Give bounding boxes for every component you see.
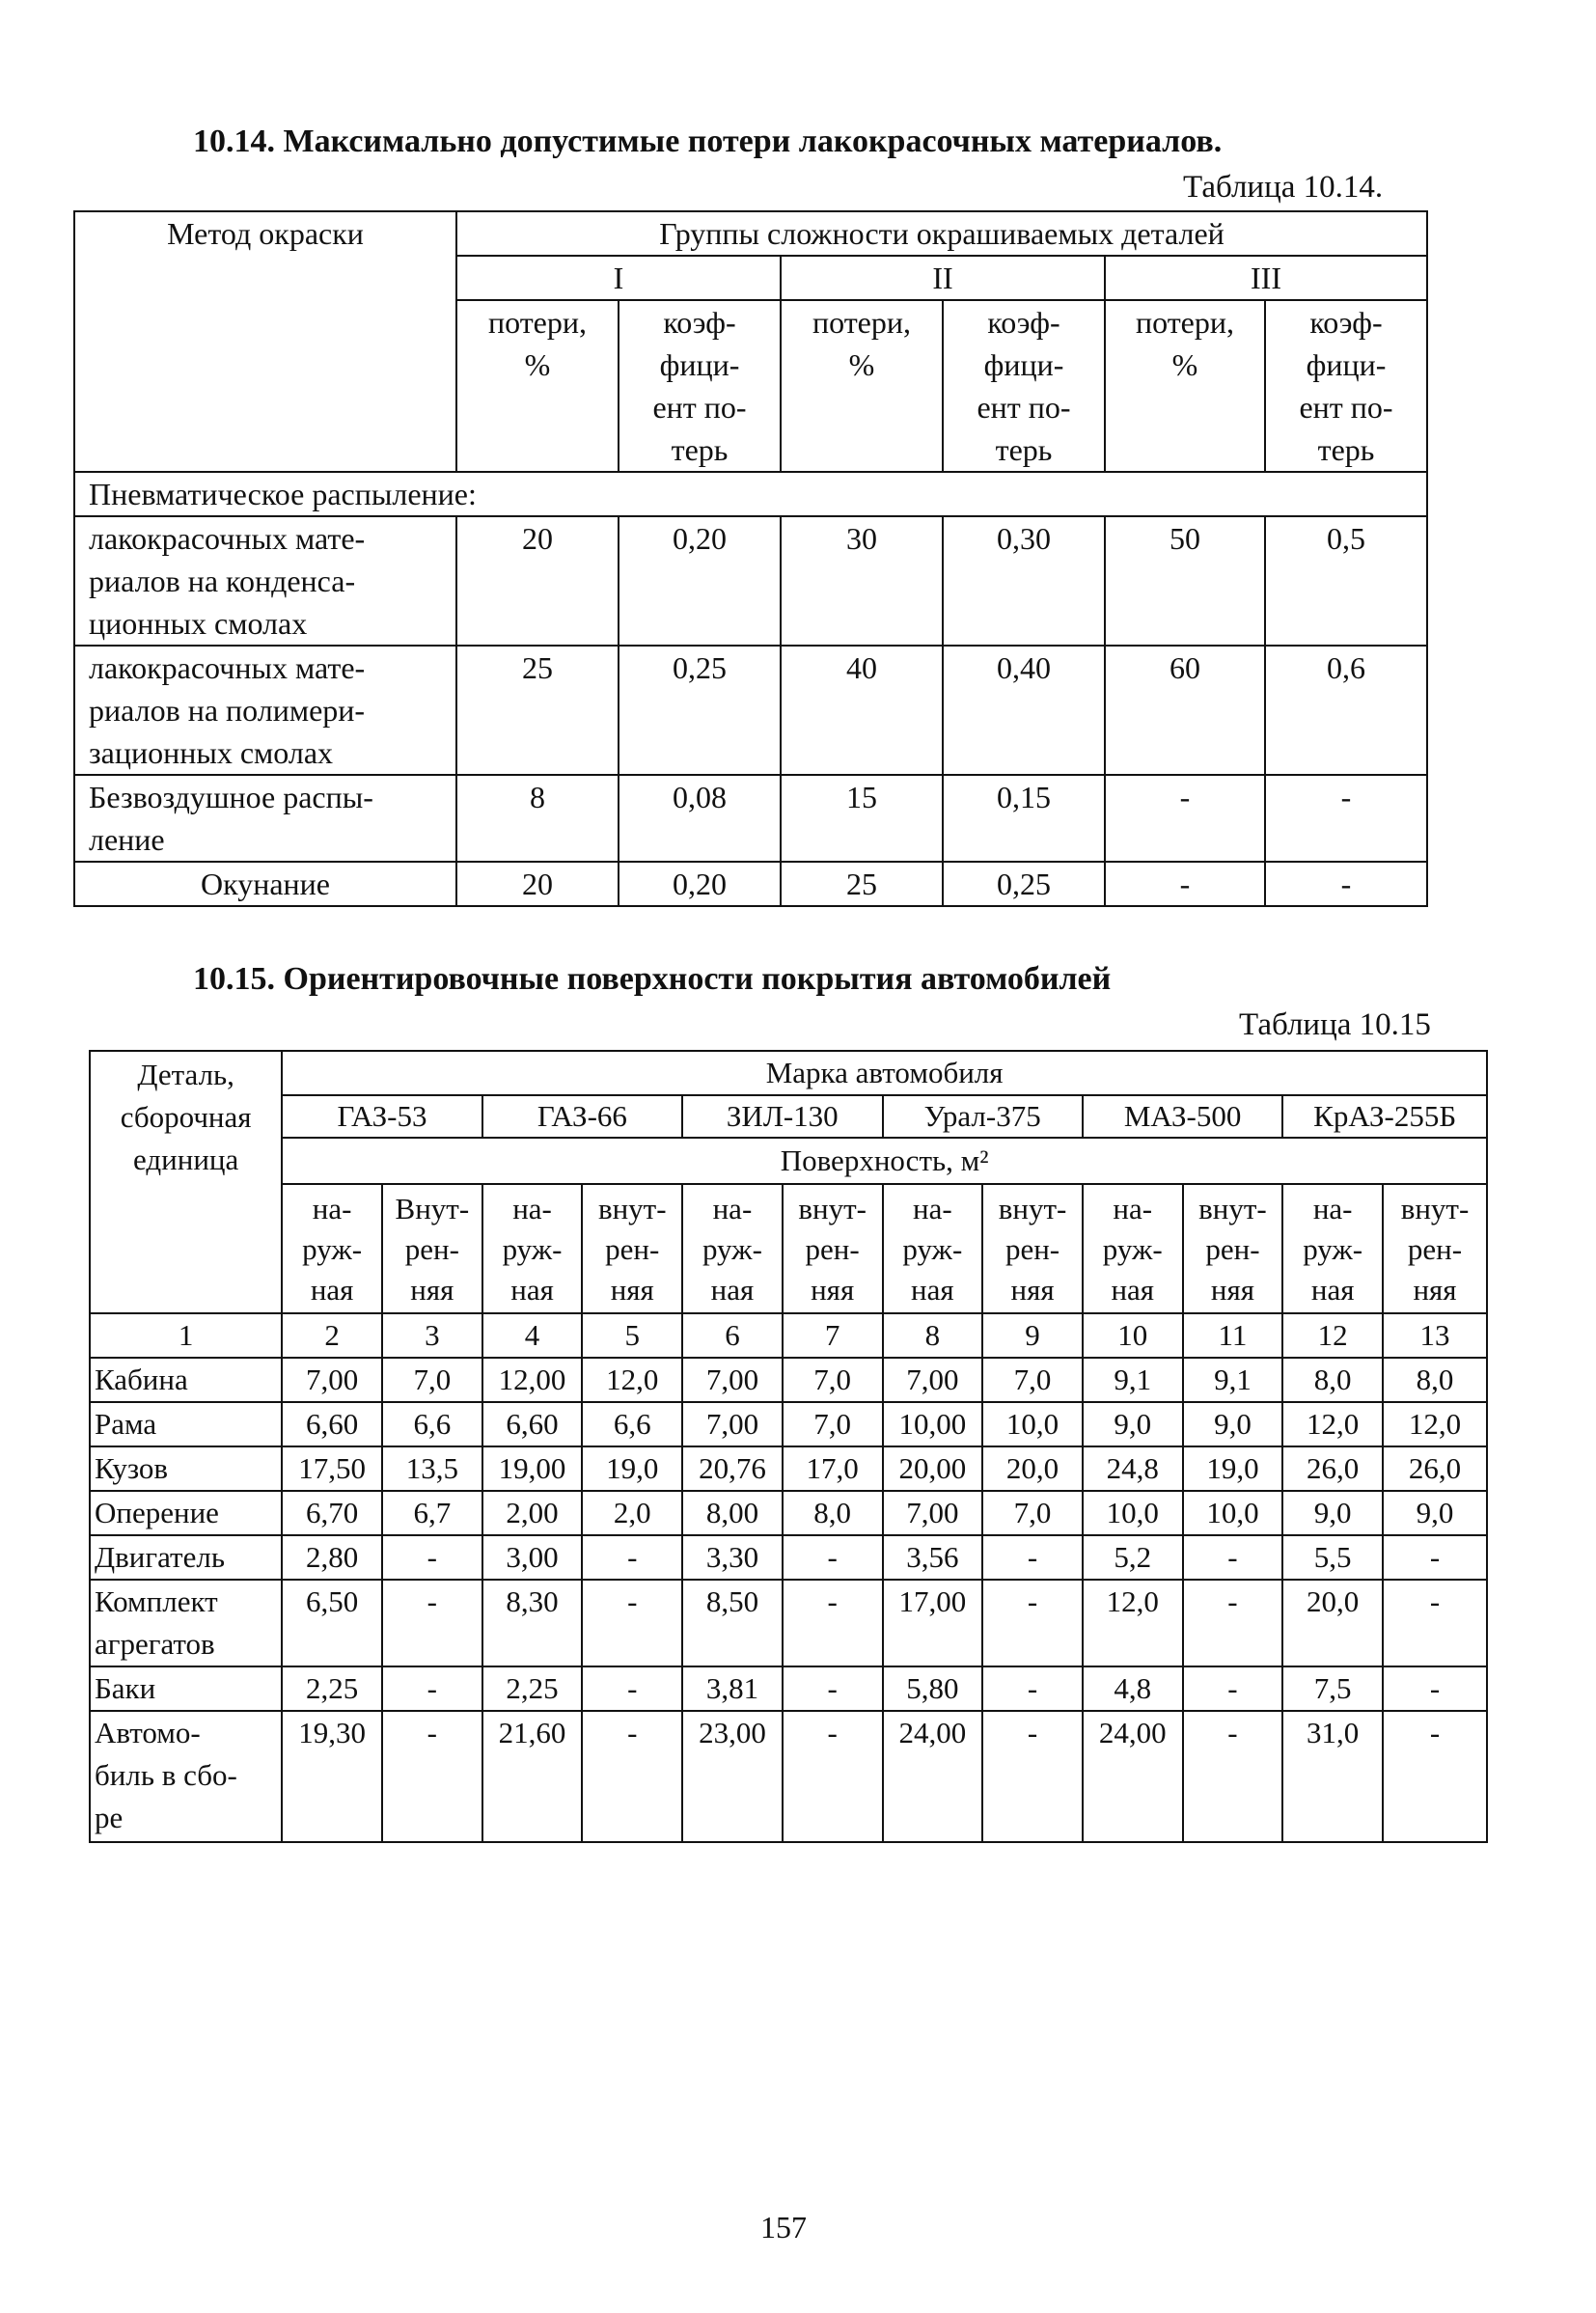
table-cell: - (1383, 1711, 1487, 1842)
row-label: Двигатель (90, 1535, 282, 1580)
table-cell: 26,0 (1282, 1446, 1383, 1491)
paint-loss-table (73, 210, 1428, 907)
group-header: II (781, 256, 1105, 300)
row-label: Оперение (90, 1491, 282, 1535)
table-cell: - (582, 1535, 682, 1580)
table-cell: - (783, 1580, 883, 1666)
column-number: 1 (90, 1313, 282, 1358)
row-label: Рама (90, 1402, 282, 1446)
group-header: I (456, 256, 781, 300)
inner-header: внут- рен- няя (1383, 1184, 1487, 1313)
table-cell: 17,0 (783, 1446, 883, 1491)
table-10-14-heading: 10.14. Максимально допустимые потери лакокрасочных материалов. (193, 124, 1223, 159)
column-number: 3 (382, 1313, 482, 1358)
detail-header: Деталь, сборочная единица (90, 1051, 282, 1313)
table-cell: - (382, 1580, 482, 1666)
table-cell: 4,8 (1083, 1666, 1183, 1711)
table-cell: 7,00 (883, 1491, 983, 1535)
table-cell: 7,0 (382, 1358, 482, 1402)
column-number: 8 (883, 1313, 983, 1358)
table-cell: - (982, 1711, 1083, 1842)
table-cell: 5,80 (883, 1666, 983, 1711)
table-cell: 26,0 (1383, 1446, 1487, 1491)
table-cell: 7,00 (682, 1358, 783, 1402)
group-header: III (1105, 256, 1427, 300)
table-cell: 7,00 (282, 1358, 382, 1402)
brand-header: Марка автомобиля (282, 1051, 1487, 1095)
table-cell: 3,56 (883, 1535, 983, 1580)
table-cell: - (1265, 862, 1427, 906)
table-cell: 8,0 (783, 1491, 883, 1535)
table-cell: 19,30 (282, 1711, 382, 1842)
table-cell: 19,0 (1183, 1446, 1283, 1491)
table-cell: 2,00 (482, 1491, 583, 1535)
table-cell: 31,0 (1282, 1711, 1383, 1842)
table-cell: 20,0 (1282, 1580, 1383, 1666)
table-cell: 6,6 (382, 1402, 482, 1446)
table-cell: 60 (1105, 646, 1265, 775)
table-cell: - (982, 1580, 1083, 1666)
table-cell: 9,0 (1183, 1402, 1283, 1446)
surface-header: Поверхность, м² (282, 1138, 1487, 1184)
method-name: лакокрасочных мате- риалов на конденса- ционных смолах (74, 516, 456, 646)
table-cell: 3,30 (682, 1535, 783, 1580)
table-cell: 7,0 (783, 1358, 883, 1402)
table-cell: - (1105, 775, 1265, 862)
table-cell: 0,15 (943, 775, 1105, 862)
inner-header: внут- рен- няя (982, 1184, 1083, 1313)
coef-header: коэф- фици- ент по- терь (619, 300, 781, 472)
outer-header: на- руж- ная (282, 1184, 382, 1313)
table-cell: 12,0 (1282, 1402, 1383, 1446)
loss-header: потери, % (456, 300, 619, 472)
table-cell: 3,00 (482, 1535, 583, 1580)
outer-header: на- руж- ная (682, 1184, 783, 1313)
table-cell: 24,00 (883, 1711, 983, 1842)
table-cell: - (382, 1711, 482, 1842)
table-cell: 6,6 (582, 1402, 682, 1446)
table-cell: - (783, 1711, 883, 1842)
table-cell: - (783, 1666, 883, 1711)
table-cell: 10,0 (982, 1402, 1083, 1446)
table-cell: 8 (456, 775, 619, 862)
table-cell: 25 (781, 862, 943, 906)
column-number: 9 (982, 1313, 1083, 1358)
table-cell: 25 (456, 646, 619, 775)
table-cell: 6,60 (282, 1402, 382, 1446)
inner-header: Внут- рен- няя (382, 1184, 482, 1313)
car-surface-table (89, 1050, 1488, 1843)
page-number: 157 (760, 2210, 807, 2244)
groups-header: Группы сложности окрашиваемых деталей (456, 211, 1427, 256)
table-cell: 12,0 (1083, 1580, 1183, 1666)
table-cell: - (1383, 1666, 1487, 1711)
table-cell: 8,0 (1383, 1358, 1487, 1402)
table-cell: - (1183, 1711, 1283, 1842)
table-cell: 7,00 (883, 1358, 983, 1402)
column-number: 11 (1183, 1313, 1283, 1358)
table-cell: 12,00 (482, 1358, 583, 1402)
table-cell: - (1183, 1580, 1283, 1666)
table-cell: 30 (781, 516, 943, 646)
table-cell: 6,50 (282, 1580, 382, 1666)
table-cell: 20,0 (982, 1446, 1083, 1491)
table-cell: 23,00 (682, 1711, 783, 1842)
table-cell: 0,5 (1265, 516, 1427, 646)
table-cell: 9,0 (1383, 1491, 1487, 1535)
column-number: 6 (682, 1313, 783, 1358)
brand-name: КрАЗ-255Б (1282, 1095, 1487, 1138)
row-label: Комплект агрегатов (90, 1580, 282, 1666)
table-10-15-caption: Таблица 10.15 (1239, 1007, 1431, 1042)
table-cell: 20,00 (883, 1446, 983, 1491)
table-cell: 40 (781, 646, 943, 775)
table-cell: 6,70 (282, 1491, 382, 1535)
table-cell: - (1183, 1666, 1283, 1711)
table-cell: 7,0 (982, 1358, 1083, 1402)
table-cell: 7,0 (982, 1491, 1083, 1535)
column-number: 5 (582, 1313, 682, 1358)
table-cell: 8,00 (682, 1491, 783, 1535)
table-cell: 7,5 (1282, 1666, 1383, 1711)
table-cell: 0,08 (619, 775, 781, 862)
column-number: 12 (1282, 1313, 1383, 1358)
inner-header: внут- рен- няя (783, 1184, 883, 1313)
table-cell: 7,0 (783, 1402, 883, 1446)
method-name: лакокрасочных мате- риалов на полимери- зационных смолах (74, 646, 456, 775)
column-number: 4 (482, 1313, 583, 1358)
table-cell: 3,81 (682, 1666, 783, 1711)
table-cell: 6,7 (382, 1491, 482, 1535)
table-cell: 17,50 (282, 1446, 382, 1491)
table-cell: 0,25 (943, 862, 1105, 906)
table-cell: 8,30 (482, 1580, 583, 1666)
outer-header: на- руж- ная (1083, 1184, 1183, 1313)
table-cell: - (1383, 1535, 1487, 1580)
method-header: Метод окраски (74, 211, 456, 472)
table-cell: 8,50 (682, 1580, 783, 1666)
table-cell: 2,25 (282, 1666, 382, 1711)
table-cell: 2,0 (582, 1491, 682, 1535)
inner-header: внут- рен- няя (582, 1184, 682, 1313)
table-cell: - (382, 1535, 482, 1580)
method-name: Окунание (74, 862, 456, 906)
row-label: Баки (90, 1666, 282, 1711)
brand-name: Урал-375 (883, 1095, 1083, 1138)
outer-header: на- руж- ная (1282, 1184, 1383, 1313)
column-number: 13 (1383, 1313, 1487, 1358)
table-cell: 9,0 (1282, 1491, 1383, 1535)
brand-name: ГАЗ-53 (282, 1095, 482, 1138)
table-cell: 5,5 (1282, 1535, 1383, 1580)
table-cell: 0,40 (943, 646, 1105, 775)
column-number: 7 (783, 1313, 883, 1358)
column-number: 10 (1083, 1313, 1183, 1358)
coef-header: коэф- фици- ент по- терь (1265, 300, 1427, 472)
table-cell: 2,80 (282, 1535, 382, 1580)
table-cell: - (582, 1666, 682, 1711)
table-cell: - (582, 1580, 682, 1666)
outer-header: на- руж- ная (883, 1184, 983, 1313)
table-cell: 0,30 (943, 516, 1105, 646)
table-cell: 13,5 (382, 1446, 482, 1491)
loss-header: потери, % (1105, 300, 1265, 472)
table-cell: 50 (1105, 516, 1265, 646)
table-cell: 24,00 (1083, 1711, 1183, 1842)
row-label: Кузов (90, 1446, 282, 1491)
table-cell: 0,20 (619, 516, 781, 646)
inner-header: внут- рен- няя (1183, 1184, 1283, 1313)
coef-header: коэф- фици- ент по- терь (943, 300, 1105, 472)
table-cell: - (1105, 862, 1265, 906)
table-cell: 20 (456, 862, 619, 906)
row-label: Кабина (90, 1358, 282, 1402)
table-cell: 7,00 (682, 1402, 783, 1446)
table-cell: 21,60 (482, 1711, 583, 1842)
table-cell: 17,00 (883, 1580, 983, 1666)
table-cell: 8,0 (1282, 1358, 1383, 1402)
table-cell: 0,6 (1265, 646, 1427, 775)
table-10-14-caption: Таблица 10.14. (1183, 170, 1384, 205)
table-cell: 2,25 (482, 1666, 583, 1711)
table-cell: - (1183, 1535, 1283, 1580)
row-label: Автомо- биль в сбо- ре (90, 1711, 282, 1842)
outer-header: на- руж- ная (482, 1184, 583, 1313)
table-cell: - (982, 1535, 1083, 1580)
method-name: Безвоздушное распы- ление (74, 775, 456, 862)
loss-header: потери, % (781, 300, 943, 472)
table-cell: - (1383, 1580, 1487, 1666)
table-cell: 0,20 (619, 862, 781, 906)
table-cell: - (382, 1666, 482, 1711)
brand-name: ЗИЛ-130 (682, 1095, 882, 1138)
table-cell: - (582, 1711, 682, 1842)
table-cell: - (982, 1666, 1083, 1711)
table-cell: 10,00 (883, 1402, 983, 1446)
table-cell: 10,0 (1083, 1491, 1183, 1535)
table-cell: 6,60 (482, 1402, 583, 1446)
table-cell: - (1265, 775, 1427, 862)
table-cell: 24,8 (1083, 1446, 1183, 1491)
pneumatic-subheader: Пневматическое распыление: (74, 472, 1427, 516)
table-cell: 15 (781, 775, 943, 862)
column-number: 2 (282, 1313, 382, 1358)
table-cell: 5,2 (1083, 1535, 1183, 1580)
table-cell: 20,76 (682, 1446, 783, 1491)
table-10-15-heading: 10.15. Ориентировочные поверхности покрытия автомобилей (193, 961, 1112, 997)
table-cell: - (783, 1535, 883, 1580)
table-cell: 19,00 (482, 1446, 583, 1491)
table-cell: 10,0 (1183, 1491, 1283, 1535)
table-cell: 20 (456, 516, 619, 646)
table-cell: 19,0 (582, 1446, 682, 1491)
brand-name: ГАЗ-66 (482, 1095, 682, 1138)
table-cell: 9,0 (1083, 1402, 1183, 1446)
table-cell: 0,25 (619, 646, 781, 775)
table-cell: 12,0 (1383, 1402, 1487, 1446)
table-cell: 12,0 (582, 1358, 682, 1402)
table-cell: 9,1 (1083, 1358, 1183, 1402)
brand-name: МАЗ-500 (1083, 1095, 1282, 1138)
table-cell: 9,1 (1183, 1358, 1283, 1402)
